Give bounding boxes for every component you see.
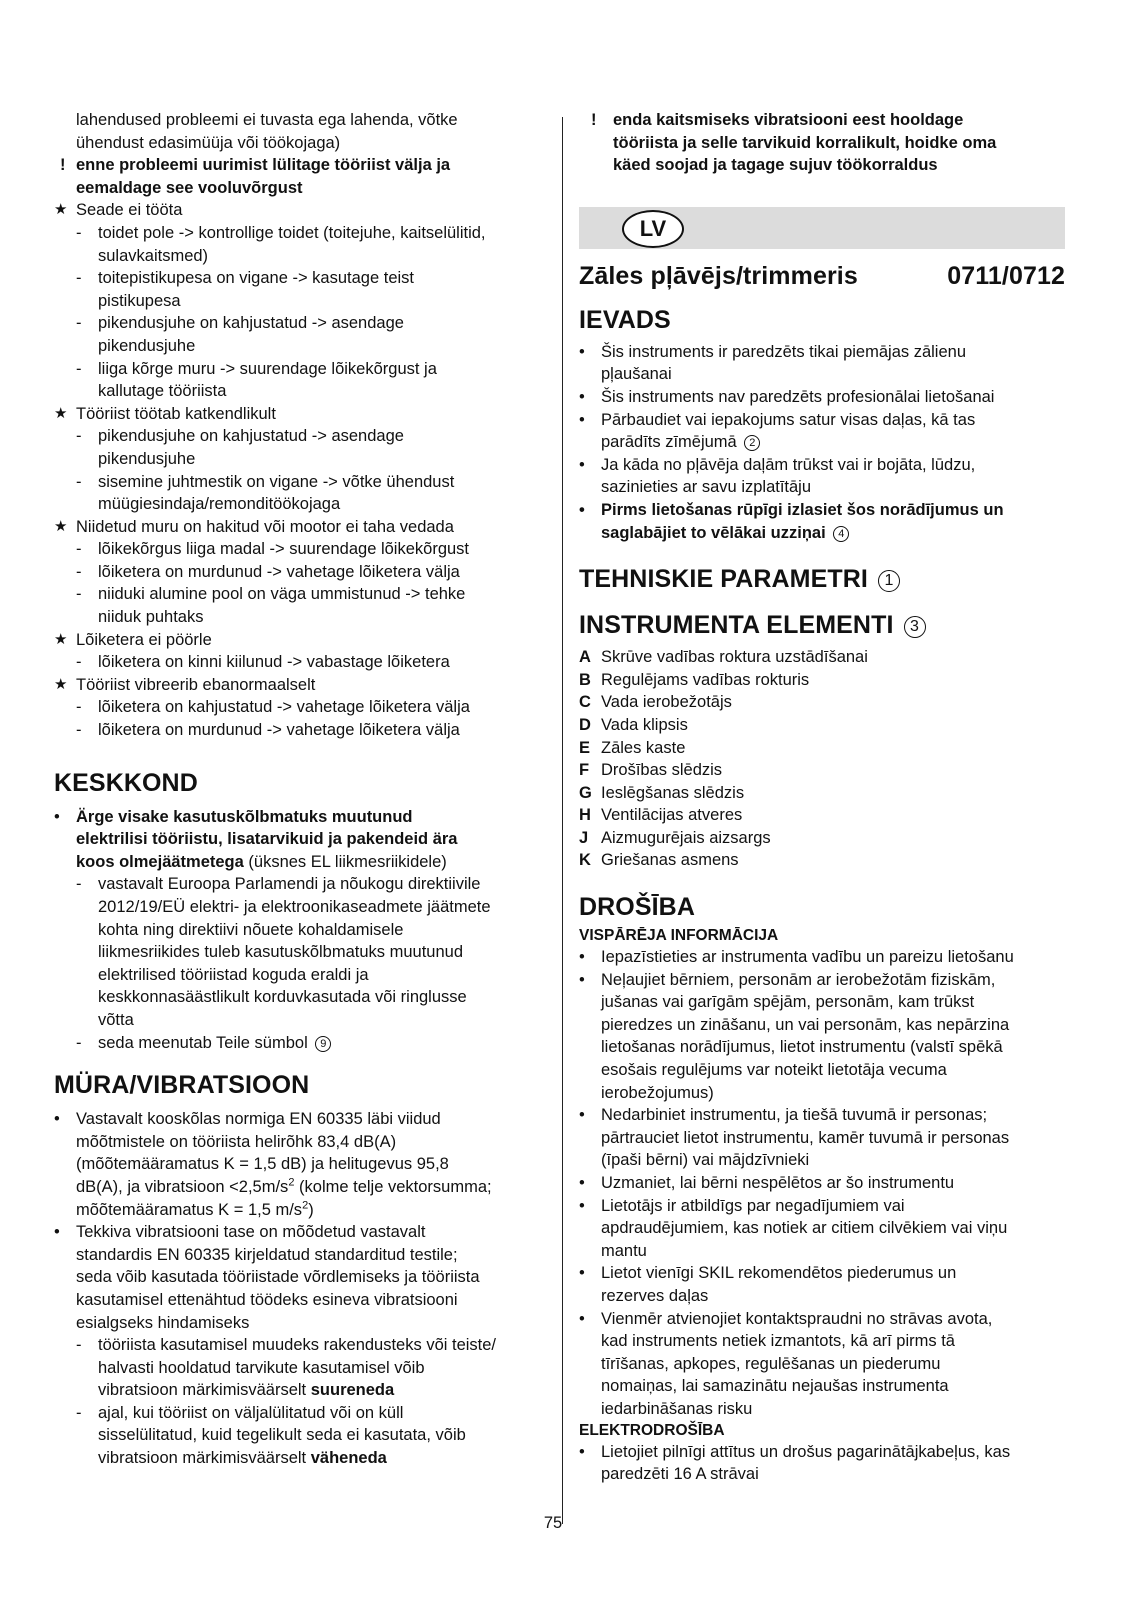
section-heading-drosiba: DROŠĪBA <box>579 893 695 922</box>
troubleshooting-list <box>54 199 546 741</box>
bullet-icon: • <box>54 807 60 826</box>
subheading-electrical: ELEKTRODROŠĪBA <box>579 1421 725 1439</box>
list-subitem: - toidet pole -> kontrollige toidet (toitejuhe, kaitselülitid, sulavkaitsmed) <box>76 223 486 265</box>
element-item: C Vada ierobežotājs <box>579 691 1077 714</box>
product-name: Zāles pļāvējs/trimmeris <box>579 261 858 290</box>
troubleshooting-group: ★ Tööriist vibreerib ebanormaalselt <box>54 674 546 697</box>
column-divider <box>562 117 563 1524</box>
bullet-icon: • <box>579 455 585 474</box>
star-icon: ★ <box>54 675 68 693</box>
list-subitem: - pikendusjuhe on kahjustatud -> asendage pikendusjuhe <box>76 314 404 355</box>
list-item: • Neļaujiet bērniem, personām ar ierobežotām fiziskām, jušanas vai garīgām spējām, personām, kam trūkst pieredzes un zināšanu, un vai personām, kas nepārzina lietošanas norādījumus, lietot instrumentu (valstī spēkā esošais regulējums var noteikt lietotāja vecuma ierobežojumus) <box>579 970 1010 1102</box>
elements-list <box>579 646 1077 872</box>
list-subitem: - lõiketera on kinni kiilunud -> vabastage lõiketera <box>76 653 450 672</box>
bullet-icon: • <box>579 970 585 989</box>
bullet-icon: • <box>579 1442 585 1461</box>
troubleshooting-group: ★ Seade ei tööta <box>54 199 546 222</box>
element-item: B Regulējams vadības rokturis <box>579 669 1077 692</box>
element-item: A Skrūve vadības roktura uzstādīšanai <box>579 646 1077 669</box>
section-heading-tech: TEHNISKIE PARAMETRI 1 <box>579 564 1077 594</box>
list-subitem: - ajal, kui tööriist on väljalülitatud või on küll sisselülitatud, kuid tegelikult seda ei kasutata, võib vibratsioon märkimisväärselt väheneda <box>76 1403 466 1468</box>
bullet-icon: • <box>54 1110 60 1129</box>
language-badge: LV <box>622 210 684 248</box>
bullet-icon: • <box>579 1106 585 1125</box>
list-item: • Iepazīstieties ar instrumenta vadību un pareizu lietošanu <box>579 946 1077 969</box>
list-item: • Tekkiva vibratsiooni tase on mõõdetud vastavalt standardis EN 60335 kirjeldatud standarditud testile; seda võib kasutada tööriistade võrdlemiseks ja tööriista kasutamisel ettenähtud töödeks esineva vibratsiooni esialgseks hindamiseks <box>54 1223 480 1332</box>
list-subitem: - seda meenutab Teile sümbol 9 <box>54 1032 546 1055</box>
element-item: D Vada klipsis <box>579 714 1077 737</box>
troubleshooting-intro: lahendused probleemi ei tuvasta ega lahenda, võtke ühendust edasimüüja või töökojaga) <box>76 111 458 152</box>
element-item: J Aizmugurējais aizsargs <box>579 827 1077 850</box>
figure-ref-icon: 2 <box>744 435 760 451</box>
bullet-icon: • <box>579 410 585 429</box>
list-item: • Nedarbiniet instrumentu, ja tiešā tuvumā ir personas; pārtrauciet lietot instrumentu, kamēr tuvumā ir personas (īpaši bērni) vai mājdzīvnieki <box>579 1106 1010 1170</box>
element-key: D <box>579 715 591 734</box>
electrical-safety-list <box>579 1441 1077 1486</box>
figure-ref-icon: 1 <box>878 570 900 592</box>
list-subitem: - lõiketera on murdunud -> vahetage lõiketera välja <box>76 562 460 581</box>
element-key: C <box>579 693 591 712</box>
bullet-icon: • <box>54 1223 60 1242</box>
list-item: • Lietot vienīgi SKIL rekomendētos piederumus un rezerves daļas <box>579 1264 957 1305</box>
star-icon: ★ <box>54 404 68 422</box>
figure-ref-icon: 4 <box>833 526 849 542</box>
list-item: • Ja kāda no pļāvēja daļām trūkst vai ir bojāta, lūdzu, sazinieties ar savu izplatītāju <box>579 455 976 497</box>
list-subitem: - sisemine juhtmestik on vigane -> võtke ühendust müügiesindaja/remonditöökojaga <box>76 472 455 514</box>
figure-ref-icon: 3 <box>904 616 926 638</box>
list-item: • Ärge visake kasutuskõlbmatuks muutunud elektrilisi tööriistu, lisatarvikuid ja pakendeid ära koos olmejäätmetega (üksnes EL liikmesriikidele) <box>54 807 458 871</box>
list-subitem: - liiga kõrge muru -> suurendage lõikekõrgust ja kallutage tööriista <box>76 359 437 401</box>
star-icon: ★ <box>54 517 68 535</box>
list-item: • Pirms lietošanas rūpīgi izlasiet šos norādījumus un saglabājiet to vēlākai uzziņai 4 <box>579 500 1004 542</box>
list-item: • Šis instruments ir paredzēts tikai piemājas zālienu pļaušanai <box>579 342 966 384</box>
list-item: • Vienmēr atvienojiet kontaktspraudni no strāvas avota, kad instruments netiek izmantots, kā arī pirms tā tīrīšanas, apkopes, regulēšanas un piederumu nomaiņas, lai samazinātu nejaušas instrumenta iedarbināšanas risku <box>579 1309 993 1418</box>
left-column <box>54 109 546 1470</box>
page-number: 75 <box>543 1514 563 1532</box>
product-title <box>579 261 1065 291</box>
element-item: H Ventilācijas atveres <box>579 804 1077 827</box>
list-item: • Pārbaudiet vai iepakojums satur visas daļas, kā tas parādīts zīmējumā 2 <box>579 410 976 452</box>
element-item: F Drošības slēdzis <box>579 759 1077 782</box>
troubleshooting-warning: ! enne probleemi uurimist lülitage tööriist välja ja eemaldage see vooluvõrgust <box>60 156 451 197</box>
element-item: K Griešanas asmens <box>579 849 1077 872</box>
bullet-icon: • <box>579 1196 585 1215</box>
product-model: 0711/0712 <box>947 261 1065 290</box>
element-key: B <box>579 670 591 689</box>
element-key: F <box>579 761 590 780</box>
language-band <box>579 207 1065 249</box>
bullet-icon: • <box>579 1174 585 1192</box>
vibration-warning: ! enda kaitsmiseks vibratsiooni eest hooldage tööriista ja selle tarvikuid korralikult, hoidke oma käed soojad ja tagage sujuv töökorraldus <box>591 111 997 175</box>
bullet-icon: • <box>579 342 585 361</box>
bullet-icon: • <box>579 948 585 967</box>
list-subitem: - tööriista kasutamisel muudeks rakendusteks või teiste/ halvasti hooldatud tarvikute kasutamisel võib vibratsioon märkimisväärselt suureneda <box>76 1336 497 1400</box>
safety-list <box>579 946 1077 1420</box>
element-key: A <box>579 648 591 667</box>
list-subitem: - vastavalt Euroopa Parlamendi ja nõukogu direktiivile 2012/19/EÜ elektri- ja elektroonikaseadmete jäätmete kohta ning direktiivi nõuete kohaldamisele liikmesriikides tuleb kasutuskõlbmatuks muutunud elektrilised tööriistad koguda eraldi ja keskkonnasäästlikult korduvkasutada või ringlusse võtta <box>76 875 491 1029</box>
element-key: J <box>579 828 589 847</box>
section-heading-ievads: IEVADS <box>579 305 671 334</box>
section-heading-elements: INSTRUMENTA ELEMENTI 3 <box>579 610 1077 640</box>
section-heading-mura: MÜRA/VIBRATSIOON <box>54 1071 310 1100</box>
troubleshooting-group: ★ Niidetud muru on hakitud või mootor ei taha vedada <box>54 516 546 539</box>
star-icon: ★ <box>54 201 68 219</box>
exclamation-icon: ! <box>60 156 66 175</box>
figure-ref-icon: 9 <box>315 1036 331 1052</box>
bullet-icon: • <box>579 1264 585 1283</box>
right-column <box>579 109 1077 1486</box>
troubleshooting-group: ★ Tööriist töötab katkendlikult <box>54 403 546 426</box>
element-key: E <box>579 738 591 757</box>
bullet-icon: • <box>579 1309 585 1328</box>
element-item: E Zāles kaste <box>579 737 1077 760</box>
list-subitem: - lõiketera on murdunud -> vahetage lõiketera välja <box>76 721 460 740</box>
star-icon: ★ <box>54 630 68 648</box>
list-item: • Uzmaniet, lai bērni nespēlētos ar šo instrumentu <box>579 1172 1077 1195</box>
list-item: • Vastavalt kooskõlas normiga EN 60335 läbi viidud mõõtmistele on tööriista helirõhk 83,4 dB(A) (mõõtemääramatus K = 1,5 dB) ja helitugevus 95,8 dB(A), ja vibratsioon $<2,5m/s^2$ (kolme telje vektorsumma; mõõtemääramatus K = 1,5 $m/s^2$) <box>54 1110 492 1219</box>
element-key: H <box>579 806 591 825</box>
list-item: • Šis instruments nav paredzēts profesionālai lietošanai <box>579 386 1077 409</box>
list-subitem: - lõikekõrgus liiga madal -> suurendage lõikekõrgust <box>76 540 470 559</box>
troubleshooting-group: ★ Lõiketera ei pöörle <box>54 629 546 652</box>
exclamation-icon: ! <box>591 111 597 129</box>
list-subitem: - lõiketera on kahjustatud -> vahetage lõiketera välja <box>76 698 470 717</box>
list-subitem: - niiduki alumine pool on väga ummistunud -> tehke niiduk puhtaks <box>76 585 466 627</box>
list-subitem: - pikendusjuhe on kahjustatud -> asendage pikendusjuhe <box>76 427 404 468</box>
element-key: K <box>579 851 591 870</box>
subheading-general: VISPĀRĒJA INFORMĀCIJA <box>579 927 779 945</box>
section-heading-keskkond: KESKKOND <box>54 768 198 797</box>
element-item: G Ieslēgšanas slēdzis <box>579 782 1077 805</box>
list-item: • Lietotājs ir atbildīgs par negadījumiem vai apdraudējumiem, kas notiek ar citiem cilvēkiem vai viņu mantu <box>579 1196 1008 1260</box>
bullet-icon: • <box>579 387 585 406</box>
list-item: • Lietojiet pilnīgi attītus un drošus pagarinātājkabeļus, kas paredzēti 16 A strāvai <box>579 1442 1011 1484</box>
bullet-icon: • <box>579 500 585 519</box>
element-key: G <box>579 783 592 802</box>
list-subitem: - toitepistikupesa on vigane -> kasutage teist pistikupesa <box>76 269 414 310</box>
